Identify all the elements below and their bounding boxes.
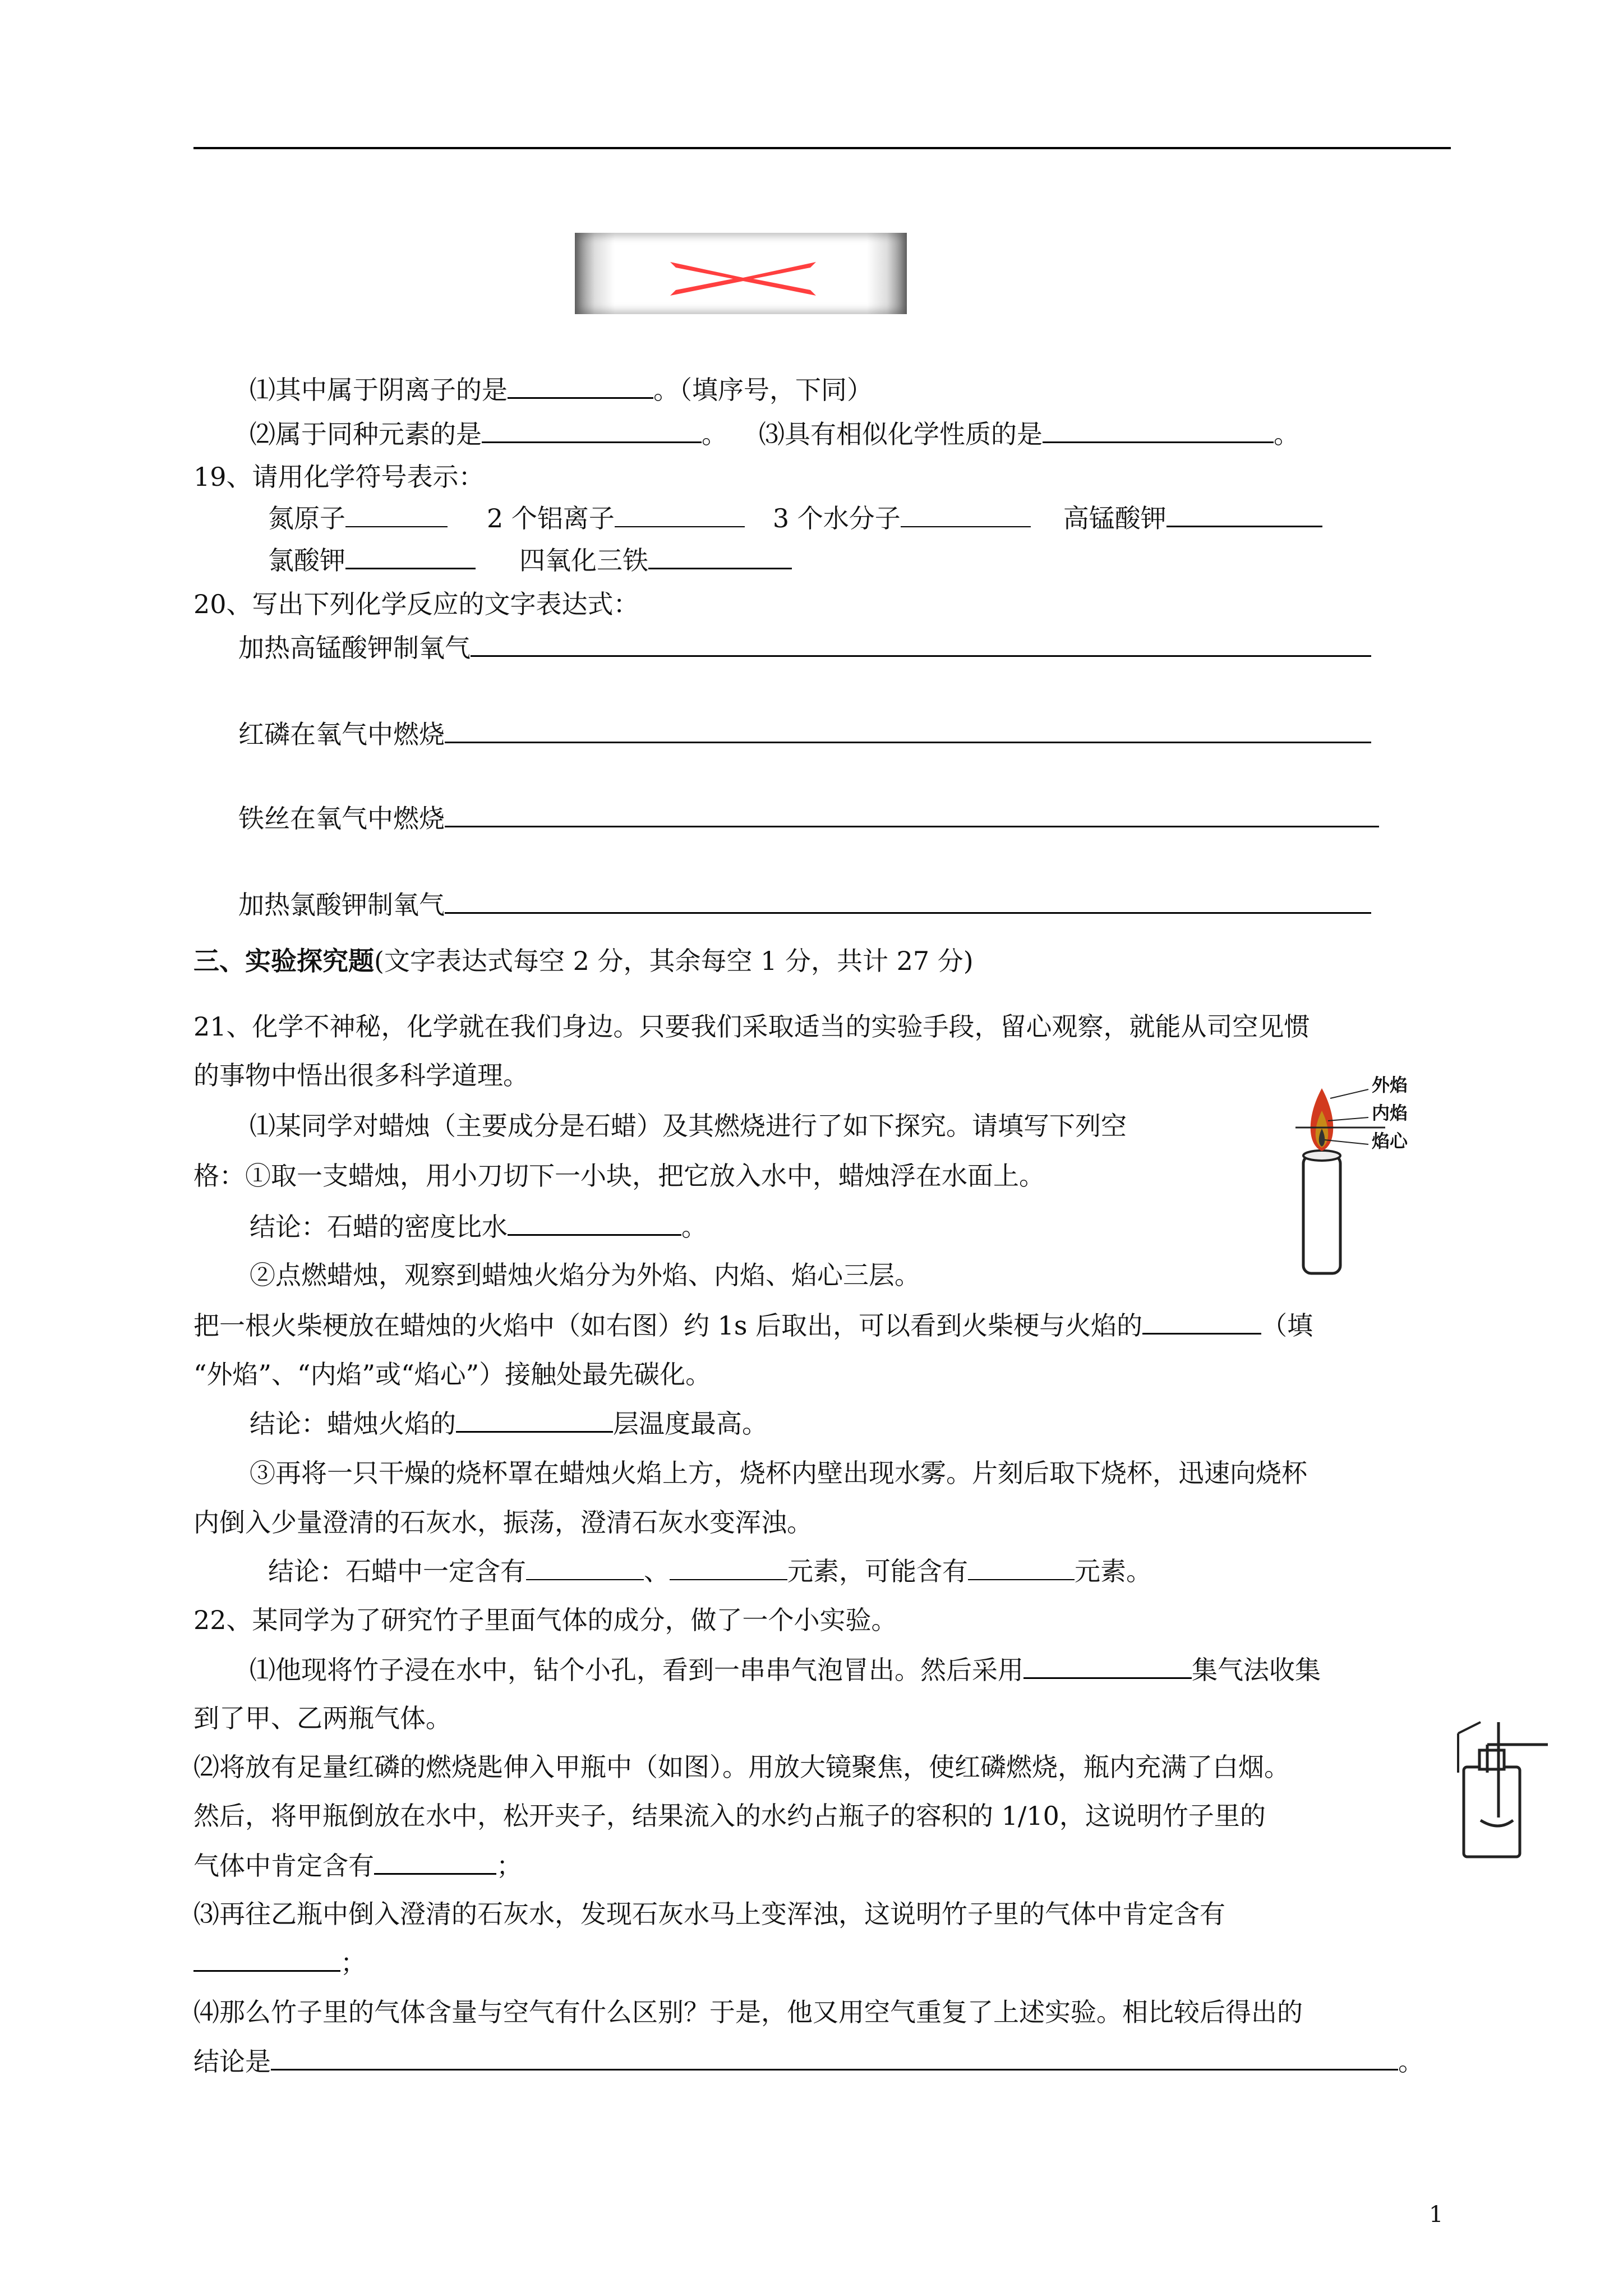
q19-blank-6[interactable] (648, 543, 792, 569)
q18-blank-2[interactable] (482, 417, 702, 443)
flame-label-core: 焰心 (1372, 1130, 1408, 1152)
q20-item-2: 红磷在氧气中燃烧 (238, 719, 445, 749)
broken-image-icon (575, 233, 907, 314)
q18-p2-mid: 。 (702, 419, 727, 449)
q21-blank-element-3[interactable] (968, 1554, 1075, 1580)
q21-line-3: ⑴某同学对蜡烛（主要成分是石蜡）及其燃烧进行了如下探究。请填写下列空 (250, 1111, 1127, 1141)
q22-l6-text: 气体中肯定含有 (193, 1851, 374, 1881)
q21-blank-element-1[interactable] (526, 1554, 644, 1580)
candle-illustration (1273, 1066, 1441, 1285)
section3-note: (文字表达式每空 2 分，其余每空 1 分，共计 27 分) (374, 946, 974, 976)
q21-line-2: 的事物中悟出很多科学道理。 (193, 1060, 529, 1091)
q21-l12-sep: 、 (644, 1556, 670, 1586)
q21-line-6: ②点燃蜡烛，观察到蜡烛火焰分为外焰、内焰、焰心三层。 (250, 1260, 920, 1290)
q21-line-1: 21、化学不神秘，化学就在我们身边。只要我们采取适当的实验手段，留心观察，就能从司空见惯 (193, 1011, 1310, 1042)
q21-l12-text-c: 元素，可能含有 (787, 1556, 968, 1586)
q20-blank-3[interactable] (445, 801, 1379, 827)
q21-l12-text-a: 结论：石蜡中一定含有 (268, 1556, 526, 1586)
q22-line-8 (193, 1945, 366, 1980)
section3-heading (193, 944, 974, 978)
q20-item-3: 铁丝在氧气中燃烧 (238, 803, 445, 834)
q21-line-9 (250, 1406, 768, 1441)
q19-blank-4[interactable] (1166, 501, 1322, 527)
q21-blank-density[interactable] (508, 1209, 681, 1236)
q21-l12-text-d: 元素。 (1075, 1556, 1152, 1586)
q22-line-4: ⑵将放有足量红磷的燃烧匙伸入甲瓶中（如图）。用放大镜聚焦，使红磷燃烧，瓶内充满了白烟。 (193, 1752, 1290, 1782)
q20-blank-2[interactable] (445, 717, 1371, 743)
gas-bottle-figure (1447, 1711, 1559, 1868)
q22-l10-text: 结论是 (193, 2046, 271, 2077)
q19-blank-3[interactable] (901, 501, 1031, 527)
q22-line-2 (250, 1653, 1321, 1687)
q22-l2-text: ⑴他现将竹子浸在水中，钻个小孔，看到一串串气泡冒出。然后采用 (250, 1655, 1023, 1685)
q19-item-potassium-chlorate: 氯酸钾 (268, 545, 345, 576)
q20-item-1: 加热高锰酸钾制氧气 (238, 633, 471, 663)
candle-flame-figure (1273, 1066, 1441, 1285)
flame-label-outer: 外焰 (1372, 1074, 1408, 1096)
q22-line-7: ⑶再往乙瓶中倒入澄清的石灰水，发现石灰水马上变浑浊，这说明竹子里的气体中肯定含有 (193, 1899, 1225, 1929)
q22-blank-conclusion[interactable] (271, 2044, 1398, 2070)
q20-row-1 (238, 631, 1371, 665)
q20-row-3 (238, 801, 1379, 835)
q22-l8-end: ； (340, 1948, 366, 1978)
q21-l9-end: 层温度最高。 (613, 1409, 768, 1439)
q18-p1: ⑴其中属于阴离子的是 (250, 375, 508, 405)
q19-row-2 (268, 543, 792, 577)
q21-blank-element-2[interactable] (670, 1554, 787, 1580)
q19-title: 19、请用化学符号表示： (193, 462, 485, 492)
section3-title: 三、实验探究题 (193, 946, 374, 976)
q21-l5-end: 。 (681, 1212, 707, 1242)
q22-blank-gas-2[interactable] (193, 1945, 340, 1972)
q21-line-10: ③再将一只干燥的烧杯罩在蜡烛火焰上方，烧杯内壁出现水雾。片刻后取下烧杯，迅速向烧杯 (250, 1458, 1307, 1488)
q18-p3-end: 。 (1274, 419, 1299, 449)
q20-blank-1[interactable] (471, 631, 1371, 657)
q22-line-3: 到了甲、乙两瓶气体。 (193, 1703, 451, 1733)
q18-blank-3[interactable] (1043, 417, 1274, 443)
q19-item-nitrogen-atom: 氮原子 (268, 503, 345, 533)
q18-line-1 (250, 372, 873, 407)
gas-bottle-illustration (1447, 1711, 1559, 1868)
q22-blank-collection-method[interactable] (1023, 1653, 1192, 1679)
q18-p1-end: 。（填序号，下同） (653, 375, 873, 405)
q21-l9-text: 结论：蜡烛火焰的 (250, 1409, 456, 1439)
q21-line-7 (193, 1308, 1313, 1342)
q20-item-4: 加热氯酸钾制氧气 (238, 890, 445, 920)
q19-item-potassium-permanganate: 高锰酸钾 (1063, 503, 1166, 533)
flame-label-inner: 内焰 (1372, 1102, 1408, 1124)
q21-blank-flame-layer[interactable] (1142, 1308, 1261, 1335)
q19-row-1 (268, 501, 1322, 535)
q21-line-11: 内倒入少量澄清的石灰水，振荡，澄清石灰水变浑浊。 (193, 1507, 813, 1538)
q21-line-12 (268, 1554, 1152, 1588)
header-rule (193, 147, 1451, 149)
q22-line-6 (193, 1848, 522, 1883)
q21-line-5 (250, 1209, 707, 1244)
q20-row-4 (238, 887, 1371, 922)
q21-line-8: “外焰”、“内焰”或“焰心”）接触处最先碳化。 (193, 1359, 712, 1389)
q19-item-iron-oxide: 四氧化三铁 (519, 545, 648, 576)
q22-l6-end: ； (496, 1851, 522, 1881)
q21-l7-text: 把一根火柴梗放在蜡烛的火焰中（如右图）约 1s 后取出，可以看到火柴梗与火焰的 (193, 1310, 1143, 1341)
q18-p2: ⑵属于同种元素的是 (250, 419, 482, 449)
broken-image-placeholder (575, 233, 907, 314)
q22-line-5: 然后，将甲瓶倒放在水中，松开夹子，结果流入的水约占瓶子的容积的 1/10，这说明竹子里的 (193, 1801, 1266, 1831)
q19-blank-1[interactable] (345, 501, 448, 527)
q19-blank-5[interactable] (345, 543, 476, 569)
q21-l7-end: （填 (1261, 1310, 1313, 1341)
q20-blank-4[interactable] (445, 887, 1371, 914)
q18-line-2 (250, 417, 1299, 451)
page-number: 1 (1429, 2202, 1444, 2228)
q21-l5-text: 结论：石蜡的密度比水 (250, 1212, 508, 1242)
q20-row-2 (238, 717, 1371, 751)
q22-l2-end: 集气法收集 (1192, 1655, 1321, 1685)
q22-l10-end: 。 (1398, 2046, 1424, 2077)
q18-blank-1[interactable] (508, 372, 653, 399)
q19-item-aluminum-ions: 2 个铝离子 (487, 503, 615, 533)
q22-blank-gas-1[interactable] (374, 1848, 496, 1875)
q20-title: 20、写出下列化学反应的文字表达式： (193, 589, 639, 619)
q22-line-1: 22、某同学为了研究竹子里面气体的成分，做了一个小实验。 (193, 1605, 897, 1635)
q22-line-9: ⑷那么竹子里的气体含量与空气有什么区别？于是，他又用空气重复了上述实验。相比较后得出的 (193, 1997, 1303, 2027)
q18-p3: ⑶具有相似化学性质的是 (759, 419, 1043, 449)
q19-item-water-molecules: 3 个水分子 (772, 503, 901, 533)
q19-blank-2[interactable] (615, 501, 745, 527)
q22-line-10 (193, 2044, 1424, 2078)
q21-line-4: 格：①取一支蜡烛，用小刀切下一小块，把它放入水中，蜡烛浮在水面上。 (193, 1161, 1045, 1191)
q21-blank-hottest-layer[interactable] (456, 1406, 613, 1433)
